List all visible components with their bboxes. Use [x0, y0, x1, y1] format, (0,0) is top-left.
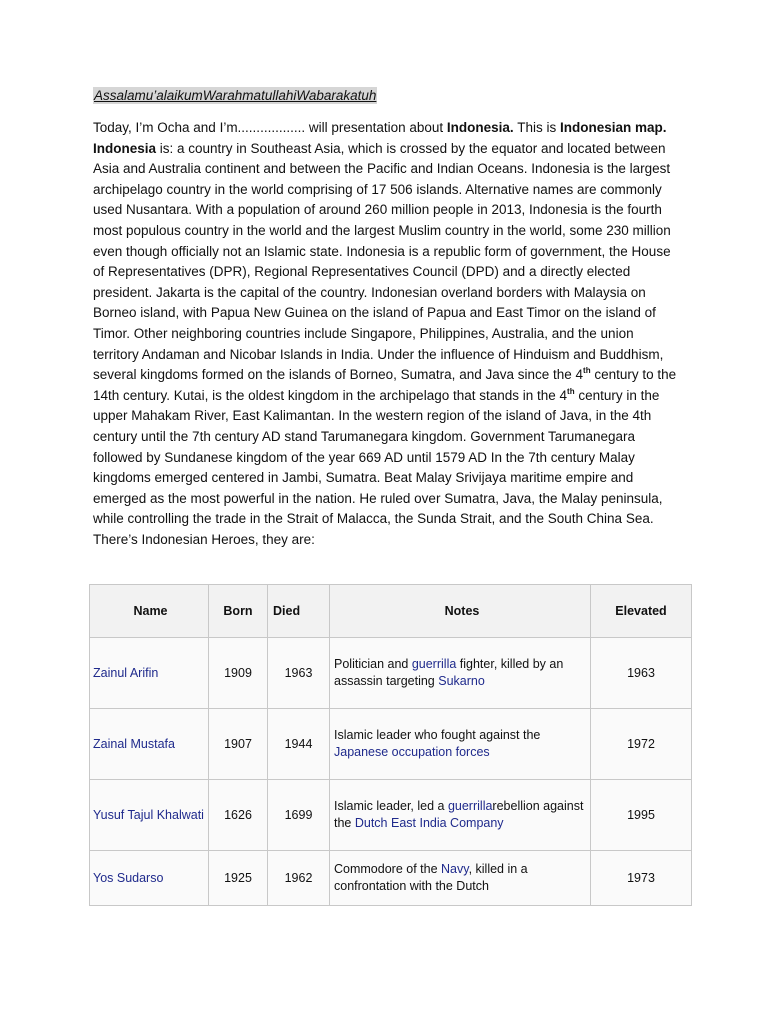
- table-header-row: [90, 585, 692, 638]
- ordinal-superscript: th: [583, 366, 591, 376]
- hero-name-cell[interactable]: [90, 851, 209, 906]
- table-row: [90, 638, 692, 709]
- ordinal-superscript: th: [567, 386, 575, 396]
- notes-link[interactable]: Sukarno: [438, 674, 485, 688]
- header-notes: Notes: [330, 585, 591, 638]
- notes-text: rebellion against the: [334, 799, 584, 830]
- notes-text: Islamic leader, led a: [334, 799, 448, 813]
- hero-name-link[interactable]: Yos Sudarso: [93, 870, 164, 885]
- intro-text: This is: [513, 120, 560, 135]
- hero-name-cell[interactable]: [90, 780, 209, 851]
- intro-bold-text: Indonesian map. Indonesia: [93, 120, 667, 156]
- elevated-cell: 1973: [591, 851, 692, 906]
- notes-cell: [330, 638, 591, 709]
- notes-link[interactable]: Japanese occupation forces: [334, 745, 490, 759]
- hero-name-cell[interactable]: [90, 638, 209, 709]
- died-cell: 1699: [268, 780, 330, 851]
- greeting-heading: Assalamu’alaikumWarahmatullahiWabarakatuh: [94, 88, 377, 103]
- died-cell: 1963: [268, 638, 330, 709]
- intro-text: is: a country in Southeast Asia, which is crossed by the equator and located between Asia and Australia continent and between the Pacific and Indian Oceans. Indonesia is the largest archipelago country in the world comprising of 17 506 islands. Alternative names are commonly used Nusantara. With a population of around 260 million people in 2013, Indonesia is the fourth most populous country in the world and the largest Muslim country in the world, some 230 million even though officially not an Islamic state. Indonesia is a republic form of government, the House of Representatives (DPR), Regional Representatives Council (DPD) and a directly elected president. Jakarta is the capital of the country. Indonesian overland borders with Malaysia on Borneo island, with Papua New Guinea on the island of Papua and East Timor on the island of Timor. Other neighboring countries include Singapore, Philippines, Australia, and the union territory Andaman and Nicobar Islands in India. Under the influence of Hinduism and Buddhism, several kingdoms formed on the islands of Borneo, Sumatra, and Java since the 4: [93, 140, 671, 383]
- notes-cell: [330, 709, 591, 780]
- notes-cell: [330, 780, 591, 851]
- notes-link[interactable]: Navy: [441, 862, 469, 876]
- intro-text: Today, I’m Ocha and I’m.................. will presentation about: [93, 120, 447, 135]
- elevated-cell: 1995: [591, 780, 692, 851]
- hero-name-link[interactable]: Yusuf Tajul Khalwati: [93, 807, 204, 822]
- table-row: [90, 709, 692, 780]
- header-born: Born: [209, 585, 268, 638]
- notes-link[interactable]: Dutch East India Company: [354, 816, 504, 830]
- intro-text: century to the 14th century. Kutai, is the oldest kingdom in the archipelago that stands in the 4: [93, 367, 677, 403]
- notes-text: Commodore of the: [334, 862, 441, 876]
- notes-text: fighter, killed by an assassin targeting: [334, 657, 564, 688]
- hero-name-link[interactable]: Zainul Arifin: [93, 665, 159, 680]
- notes-text: Politician and: [334, 657, 412, 671]
- born-cell: 1626: [209, 780, 268, 851]
- heroes-table: [89, 584, 692, 906]
- intro-bold-text: Indonesia.: [446, 120, 514, 135]
- notes-text: Islamic leader who fought against the: [334, 728, 541, 742]
- elevated-cell: 1963: [591, 638, 692, 709]
- table-row: [90, 851, 692, 906]
- header-name: Name: [90, 585, 209, 638]
- born-cell: 1907: [209, 709, 268, 780]
- notes-text: , killed in a confrontation with the Dutch: [334, 862, 528, 893]
- notes-link[interactable]: guerrilla: [447, 799, 493, 813]
- table-row: [90, 780, 692, 851]
- notes-cell: [330, 851, 591, 906]
- hero-name-cell[interactable]: [90, 709, 209, 780]
- intro-paragraph: [93, 118, 683, 550]
- elevated-cell: 1972: [591, 709, 692, 780]
- born-cell: 1925: [209, 851, 268, 906]
- header-elevated: Elevated: [591, 585, 692, 638]
- died-cell: 1944: [268, 709, 330, 780]
- notes-link[interactable]: guerrilla: [411, 657, 457, 671]
- hero-name-link[interactable]: Zainal Mustafa: [93, 736, 175, 751]
- header-died: Died: [268, 585, 330, 638]
- born-cell: 1909: [209, 638, 268, 709]
- died-cell: 1962: [268, 851, 330, 906]
- intro-text: century in the upper Mahakam River, East Kalimantan. In the western region of the island of Java, in the 4th century until the 7th century AD stand Tarumanegara kingdom. Government Tarumanegara followed by Sundanese kingdom of the year 669 AD until 1579 AD In the 7th century Malay kingdoms emerged centered in Jambi, Sumatra. Beat Malay Srivijaya maritime empire and emerged as the most powerful in the nation. He ruled over Sumatra, Java, the Malay peninsula, while controlling the trade in the Strait of Malacca, the Sunda Strait, and the South China Sea. There’s Indonesian Heroes, they are:: [93, 387, 663, 547]
